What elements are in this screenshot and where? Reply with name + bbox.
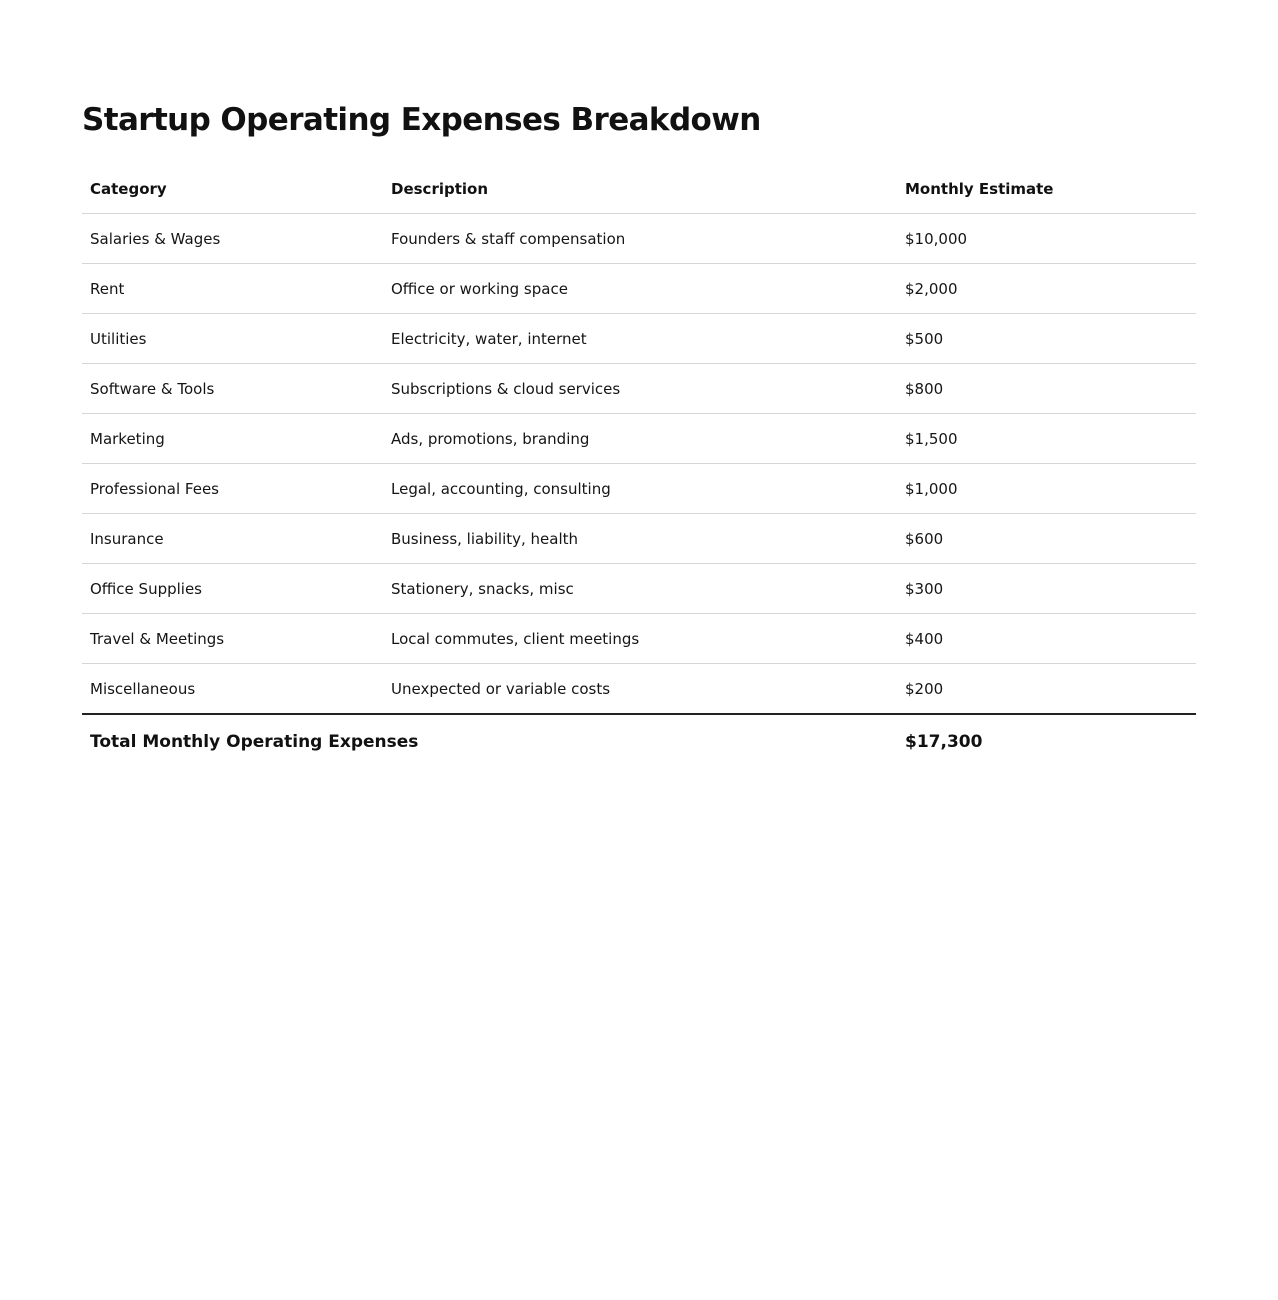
table-row bbox=[82, 314, 1196, 364]
total-label: Total Monthly Operating Expenses bbox=[90, 732, 419, 752]
column-header-monthly-estimate: Monthly Estimate bbox=[897, 164, 1196, 214]
total-row bbox=[82, 714, 1196, 769]
description-cell: Local commutes, client meetings bbox=[383, 614, 897, 664]
column-header-description: Description bbox=[383, 164, 897, 214]
table-row bbox=[82, 564, 1196, 614]
table-row bbox=[82, 364, 1196, 414]
category-cell: Utilities bbox=[82, 314, 383, 364]
category-cell: Marketing bbox=[82, 414, 383, 464]
description-cell: Electricity, water, internet bbox=[383, 314, 897, 364]
category-cell: Software & Tools bbox=[82, 364, 383, 414]
estimate-cell: $1,500 bbox=[897, 414, 1196, 464]
table-row bbox=[82, 614, 1196, 664]
table-footer bbox=[82, 714, 1196, 769]
description-cell: Founders & staff compensation bbox=[383, 214, 897, 264]
category-cell: Travel & Meetings bbox=[82, 614, 383, 664]
table-row bbox=[82, 464, 1196, 514]
category-cell: Professional Fees bbox=[82, 464, 383, 514]
table-body bbox=[82, 214, 1196, 715]
page-title: Startup Operating Expenses Breakdown bbox=[82, 102, 761, 138]
estimate-cell: $300 bbox=[897, 564, 1196, 614]
category-cell: Miscellaneous bbox=[82, 664, 383, 715]
header-row bbox=[82, 164, 1196, 214]
estimate-cell: $10,000 bbox=[897, 214, 1196, 264]
estimate-cell: $2,000 bbox=[897, 264, 1196, 314]
estimate-cell: $500 bbox=[897, 314, 1196, 364]
estimate-cell: $800 bbox=[897, 364, 1196, 414]
description-cell: Stationery, snacks, misc bbox=[383, 564, 897, 614]
category-cell: Office Supplies bbox=[82, 564, 383, 614]
description-cell: Subscriptions & cloud services bbox=[383, 364, 897, 414]
description-cell: Legal, accounting, consulting bbox=[383, 464, 897, 514]
table-row bbox=[82, 514, 1196, 564]
expenses-table bbox=[82, 164, 1196, 769]
table-row bbox=[82, 264, 1196, 314]
table-row bbox=[82, 664, 1196, 715]
estimate-cell: $1,000 bbox=[897, 464, 1196, 514]
table-row bbox=[82, 214, 1196, 264]
description-cell: Ads, promotions, branding bbox=[383, 414, 897, 464]
table-row bbox=[82, 414, 1196, 464]
category-cell: Rent bbox=[82, 264, 383, 314]
estimate-cell: $400 bbox=[897, 614, 1196, 664]
category-cell: Insurance bbox=[82, 514, 383, 564]
description-cell: Office or working space bbox=[383, 264, 897, 314]
total-value: $17,300 bbox=[905, 732, 983, 752]
description-cell: Unexpected or variable costs bbox=[383, 664, 897, 715]
estimate-cell: $200 bbox=[897, 664, 1196, 715]
table-header bbox=[82, 164, 1196, 214]
estimate-cell: $600 bbox=[897, 514, 1196, 564]
description-cell: Business, liability, health bbox=[383, 514, 897, 564]
category-cell: Salaries & Wages bbox=[82, 214, 383, 264]
column-header-category: Category bbox=[82, 164, 383, 214]
